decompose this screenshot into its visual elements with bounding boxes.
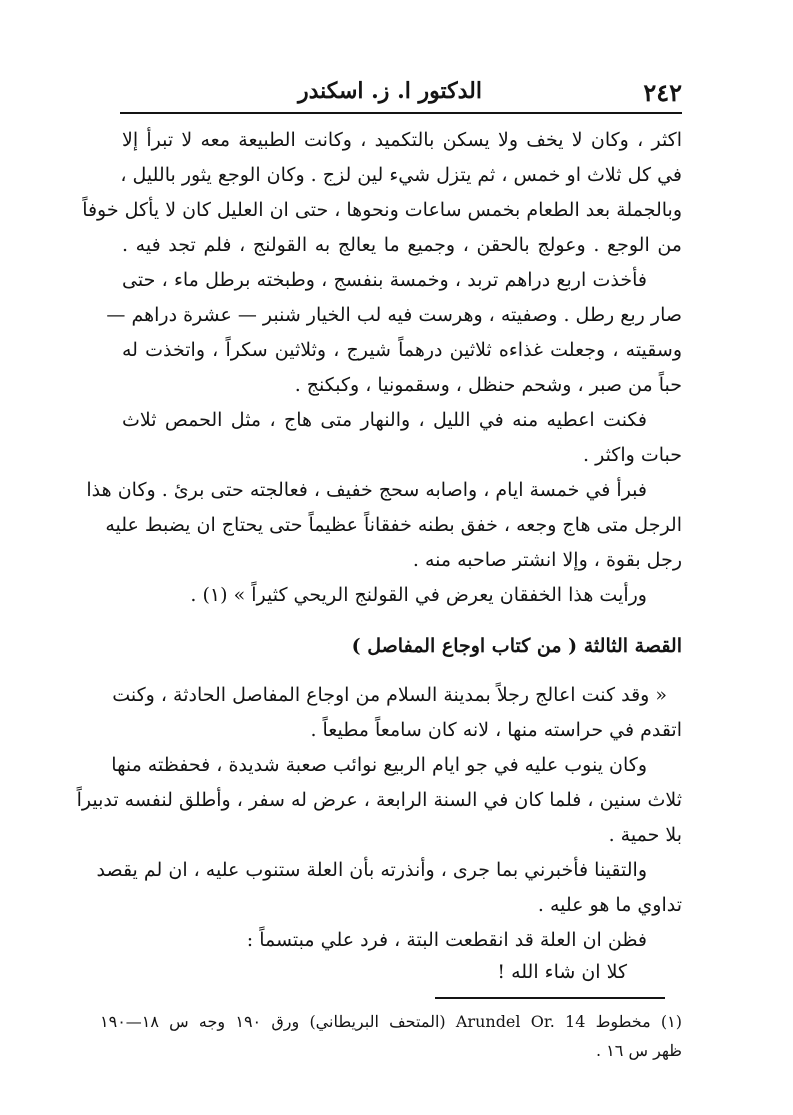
footnote-rule — [435, 997, 665, 999]
page-number: ٢٤٢ — [643, 78, 682, 107]
body-line: ثلاث سنين ، فلما كان في السنة الرابعة ، عرض له سفر ، وأطلق لنفسه تدبيراً — [76, 789, 682, 811]
body-line: صار ربع رطل . وصفيته ، وهرست فيه لب الخيار شنبر — عشرة دراهم — — [106, 304, 682, 326]
body-line: بلا حمية . — [608, 824, 682, 846]
body-line: « وقد كنت اعالج رجلاً بمدينة السلام من اوجاع المفاصل الحادثة ، وكنت — [112, 684, 667, 706]
section-heading: القصة الثالثة ( من كتاب اوجاع المفاصل ) — [351, 635, 682, 657]
body-line: حباً من صبر ، وشحم حنظل ، وسقمونيا ، وكبكنج . — [294, 374, 682, 396]
body-line: الرجل متى هاج وجعه ، خفق بطنه خفقاناً عظيماً حتى يحتاج ان يضبط عليه — [105, 514, 682, 536]
footnote-line: (١) مخطوط Arundel Or. 14 (المتحف البريطاني) ورق ١٩٠ وجه س ١٨—١٩٠ — [100, 1012, 683, 1031]
page-header — [120, 78, 682, 112]
body-line: فأخذت اربع دراهم تربد ، وخمسة بنفسج ، وطبخته برطل ماء ، حتى — [122, 269, 647, 291]
body-line: ورأيت هذا الخفقان يعرض في القولنج الريحي كثيراً » (١) . — [190, 584, 647, 606]
footnote-line: ظهر س ١٦ . — [596, 1041, 682, 1060]
body-line: وكان ينوب عليه في جو ايام الربيع نوائب صعبة شديدة ، فحفظته منها — [111, 754, 647, 776]
body-line: فبرأ في خمسة ايام ، واصابه سحج خفيف ، فعالجته حتى برئ . وكان هذا — [86, 479, 647, 501]
body-line: حبات واكثر . — [583, 444, 682, 466]
body-line: من الوجع . وعولج بالحقن ، وجميع ما يعالج به القولنج ، فلم تجد فيه . — [122, 234, 682, 256]
body-line: في كل ثلاث او خمس ، ثم يتزل شيء لين لزج . وكان الوجع يثور بالليل ، — [120, 164, 682, 186]
body-line: والتقينا فأخبرني بما جرى ، وأنذرته بأن العلة ستنوب عليه ، ان لم يقصد — [96, 859, 647, 881]
body-line: فكنت اعطيه منه في الليل ، والنهار متى هاج ، مثل الحمص ثلاث — [122, 409, 647, 431]
body-line: اتقدم في حراسته منها ، لانه كان سامعاً مطيعاً . — [310, 719, 682, 741]
body-line: وبالجملة بعد الطعام بخمس ساعات ونحوها ، حتى ان العليل كان لا يأكل خوفاً — [82, 199, 682, 221]
body-line: تداوي ما هو عليه . — [537, 894, 682, 916]
body-line: وسقيته ، وجعلت غذاءه ثلاثين درهماً شيرج ، وثلاثين سكراً ، واتخذت له — [122, 339, 682, 361]
body-line: رجل بقوة ، وإلا انشتر صاحبه منه . — [412, 549, 682, 571]
body-line: فظن ان العلة قد انقطعت البتة ، فرد علي مبتسماً : — [246, 929, 647, 951]
header-rule — [120, 112, 682, 114]
running-title: الدكتور ا. ز. اسكندر — [297, 78, 482, 104]
body-line: كلا ان شاء الله ! — [497, 961, 627, 983]
body-line: اكثر ، وكان لا يخف ولا يسكن بالتكميد ، وكانت الطبيعة معه لا تبرأ إلا — [122, 129, 682, 151]
